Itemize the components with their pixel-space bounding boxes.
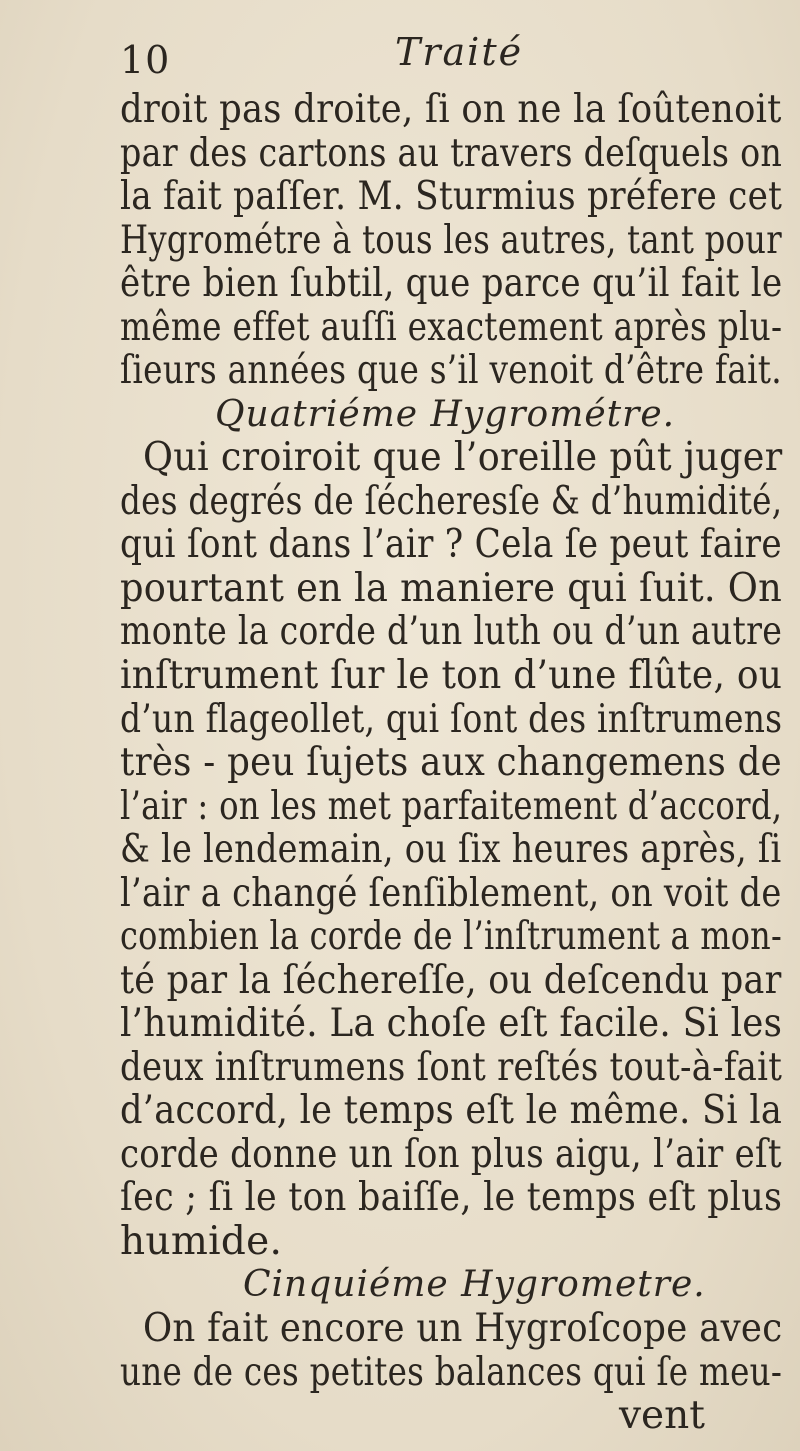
text-line: corde donne un ſon plus aigu, l’air eſt <box>120 1131 782 1177</box>
text-line: très - peu ſujets aux changemens de <box>120 740 782 785</box>
text-line: inſtrument ſur le ton d’une flûte, ou <box>120 652 783 698</box>
text-line: par des cartons au travers deſquels on <box>120 130 783 176</box>
page-header <box>120 18 760 82</box>
text-line: une de ces petites balances qui ſe meu- <box>120 1349 783 1395</box>
text-line: pourtant en la maniere qui ſuit. On <box>120 565 783 611</box>
section-heading-cinquieme: Cinquiéme Hygrometre. <box>243 1264 706 1306</box>
text-line: l’air : on les met parfaitement d’accord, <box>120 783 783 829</box>
text-line: Hygrométre à tous les autres, tant pour <box>120 217 782 263</box>
section-heading-quatrieme: Quatriéme Hygrométre. <box>215 393 676 435</box>
text-line: d’accord, le temps eſt le même. Si la <box>120 1088 783 1134</box>
text-line: combien la corde de l’inſtrument a mon- <box>120 914 783 960</box>
text-line: être bien ſubtil, que parce qu’il fait le <box>120 261 783 307</box>
text-line: humide. <box>120 1218 283 1264</box>
text-line: & le lendemain, ou ſix heures après, ſi <box>120 827 782 873</box>
text-line: On fait encore un Hygroſcope avec <box>143 1305 783 1351</box>
text-line: monte la corde d’un luth ou d’un autre <box>120 609 783 655</box>
text-line: la fait paſſer. M. Sturmius préfere cet <box>120 174 783 220</box>
text-line: des degrés de ſécheresſe & d’humidité, <box>120 478 783 524</box>
text-line: qui ſont dans l’air ? Cela ſe peut faire <box>120 522 782 568</box>
text-line: té par la ſéchereſſe, ou deſcendu par <box>120 957 782 1003</box>
text-line: d’un flageollet, qui ſont des inſtrumens <box>120 696 783 742</box>
catchword: vent <box>619 1393 705 1438</box>
running-title: Traité <box>395 30 524 74</box>
page-number: 10 <box>120 38 171 82</box>
text-line: l’air a changé ſenſiblement, on voit de <box>120 870 782 916</box>
text-line: droit pas droite, ſi on ne la ſoûtenoit <box>120 87 782 132</box>
text-line: Qui croiroit que l’oreille pût juger <box>143 435 783 481</box>
text-line: ſieurs années que s’il venoit d’être fait. <box>120 348 782 394</box>
text-line: même effet auſſi exactement après plu- <box>120 304 783 350</box>
text-line: l’humidité. La choſe eſt facile. Si les <box>120 1001 783 1047</box>
text-line: deux inſtrumens ſont reſtés tout-à-fait <box>120 1044 783 1090</box>
text-line: ſec ; ſi le ton baiſſe, le temps eſt plus <box>120 1175 783 1221</box>
